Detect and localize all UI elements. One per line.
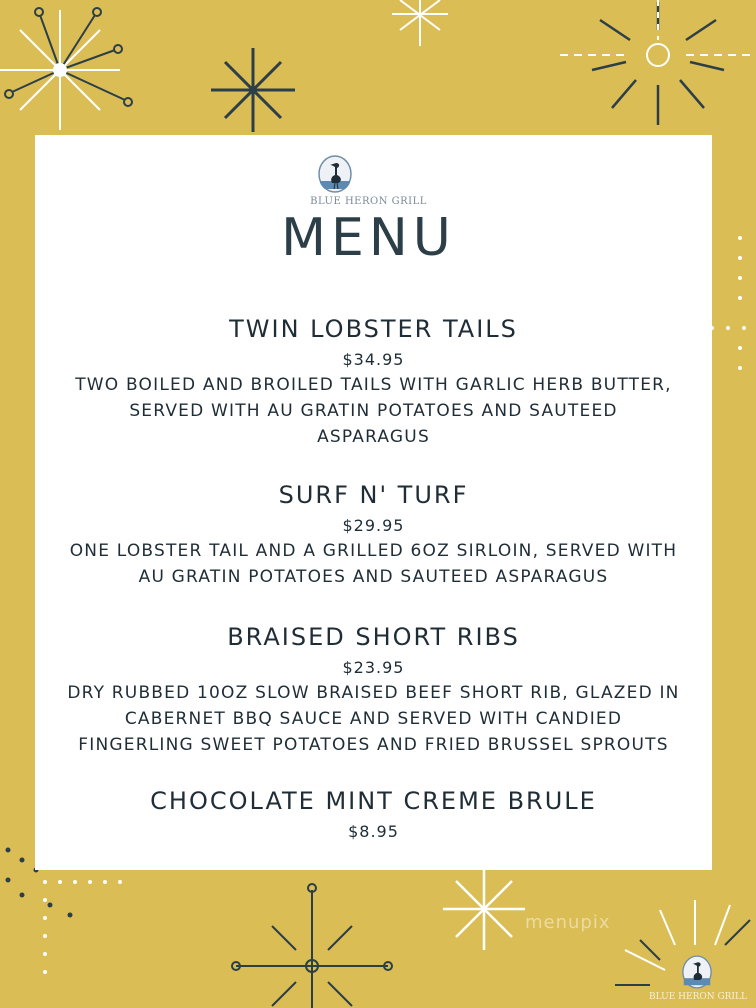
desc-line: AU GRATIN POTATOES AND SAUTEED ASPARAGUS [138, 567, 609, 587]
spark-top-white [392, 0, 448, 46]
item-description [35, 680, 712, 758]
desc-line: ASPARAGUS [317, 427, 430, 447]
item-price: $34.95 [342, 350, 405, 369]
item-description [35, 372, 712, 450]
item-price: $29.95 [342, 516, 405, 535]
desc-line: CABERNET BBQ SAUCE AND SERVED WITH CANDIED [124, 709, 623, 729]
burst-bottom-right-white [625, 900, 730, 970]
item-price: $8.95 [348, 822, 399, 841]
menu-item [35, 314, 712, 450]
item-name: BRAISED SHORT RIBS [227, 623, 520, 651]
spark-bottom-white [443, 868, 525, 950]
compass-bottom [232, 884, 392, 1008]
asterisk-dark [211, 48, 295, 132]
burst-top-right-dark [592, 2, 724, 125]
item-name: SURF N' TURF [278, 481, 469, 509]
item-price: $23.95 [342, 658, 405, 677]
desc-line: SERVED WITH AU GRATIN POTATOES AND SAUTEED [129, 401, 618, 421]
item-description [35, 538, 712, 590]
brand-name-small: BLUE HERON GRILL [649, 992, 747, 1002]
desc-line: FINGERLING SWEET POTATOES AND FRIED BRUSSEL SPROUTS [78, 735, 669, 755]
heron-logo-small-icon [682, 955, 712, 989]
item-name: CHOCOLATE MINT CREME BRULE [150, 787, 597, 815]
desc-line: TWO BOILED AND BROILED TAILS WITH GARLIC HERB BUTTER, [75, 375, 672, 395]
menu-item [35, 480, 712, 590]
desc-line: DRY RUBBED 10OZ SLOW BRAISED BEEF SHORT RIB, GLAZED IN [67, 683, 680, 703]
menu-item [35, 622, 712, 758]
dots-bottom-left-white [43, 880, 122, 974]
brand-name: BLUE HERON GRILL [310, 196, 427, 207]
watermark: menupix [525, 912, 611, 933]
burst-top-left-dark [5, 8, 132, 106]
desc-line: ONE LOBSTER TAIL AND A GRILLED 6OZ SIRLOIN, SERVED WITH [69, 541, 678, 561]
page-title: MENU [281, 208, 456, 268]
heron-logo-icon [318, 155, 352, 193]
item-name: TWIN LOBSTER TAILS [229, 315, 518, 343]
menu-item [35, 786, 712, 844]
